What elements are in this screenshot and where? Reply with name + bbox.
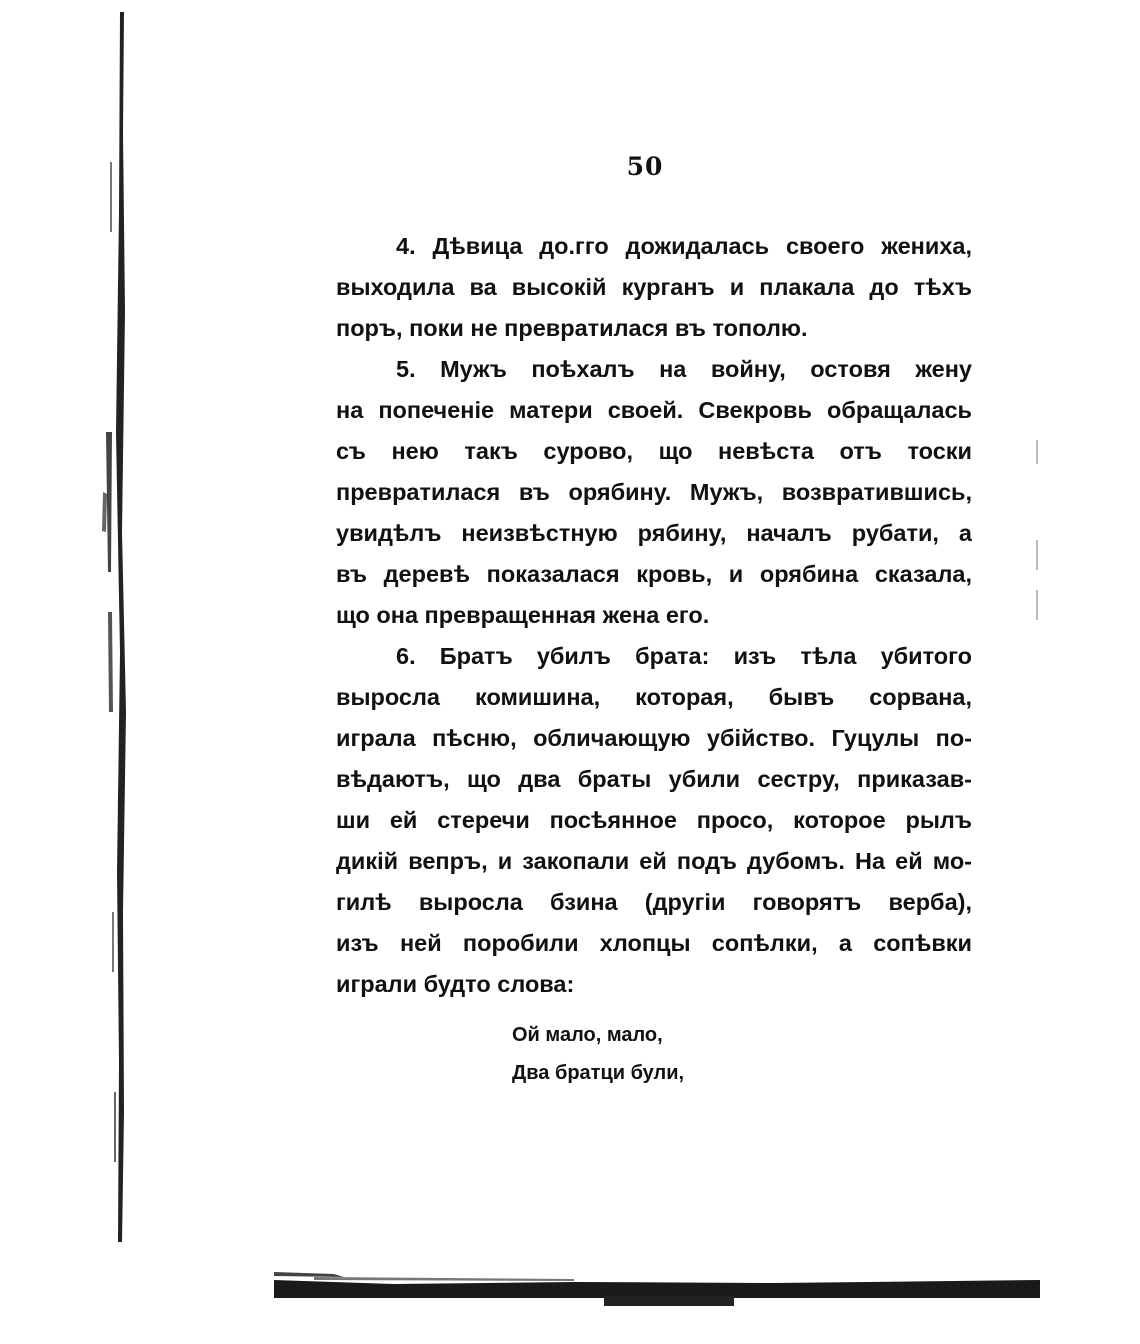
text-line: ши ей стеречи посѣянное просо, которое рылъ [336,807,972,833]
text-line: играли будто слова: [336,971,575,997]
text-line: 6. Братъ убилъ брата: изъ тѣла убитого [396,643,972,669]
text-line: що она превращенная жена его. [336,602,710,628]
binding-edge [100,12,138,1242]
text-line: 5. Мужъ поѣхалъ на войну, остовя жену [396,356,972,382]
text-line: выросла комишина, которая, бывъ сорвана, [336,684,972,710]
text-line: гилѣ выросла бзина (другіи говорятъ верба), [336,889,972,915]
text-line: 4. Дѣвица до.гго дожидалась своего женихa, [396,233,972,259]
body-text [336,226,972,1005]
text-line: вѣдаютъ, що два браты убили сестру, приказав- [336,766,972,792]
verse-line: Ой мало, мало, [512,1024,663,1046]
verse [512,1016,772,1092]
text-line: дикій вепръ, и закопали ей подъ дубомъ. На ей мо- [336,848,972,874]
text-line: увидѣлъ неизвѣстную рябину, началъ рубати, а [336,520,972,546]
text-line: поръ, поки не превратилася въ тополю. [336,315,808,341]
verse-line: Два братци були, [512,1062,685,1084]
text-line: изъ ней поробили хлопцы сопѣлки, а сопѣвки [336,930,972,956]
text-line: съ нею такъ сурово, що невѣста отъ тоски [336,438,972,464]
text-line: играла пѣсню, обличающую убійство. Гуцулы по- [336,725,972,751]
text-line: превратилася въ орябину. Мужъ, возвратившись, [336,479,972,505]
text-line: въ деревѣ показалася кровь, и орябина сказала, [336,561,972,587]
page-number: 50 [626,152,664,181]
bottom-scan-edge [274,1268,1040,1310]
text-line: на попеченіе матери своей. Свекровь обращалась [336,397,972,423]
scan-edge-marks [1030,440,1042,620]
text-line: выходила ва высокій курганъ и плакала до тѣхъ [336,274,972,300]
